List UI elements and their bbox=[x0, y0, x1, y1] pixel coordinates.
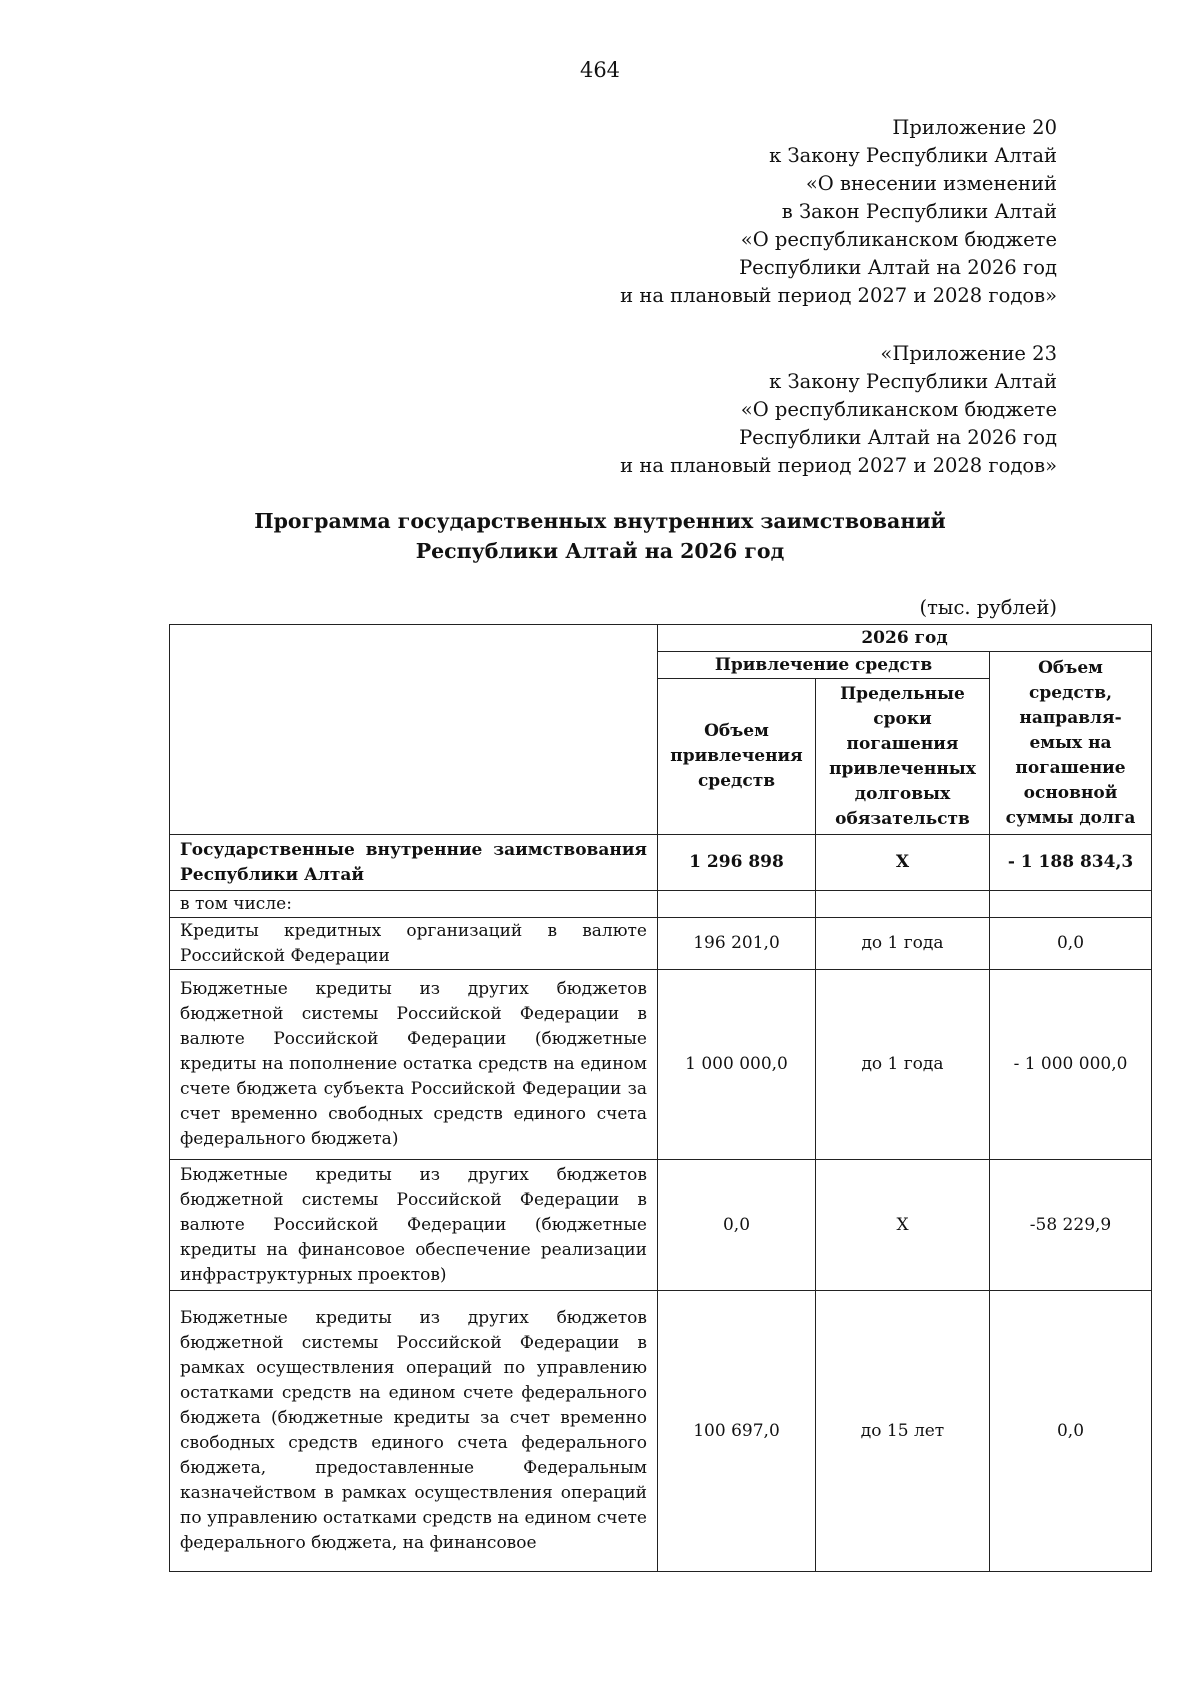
row-volume: 0,0 bbox=[658, 1160, 816, 1291]
row-volume: 1 000 000,0 bbox=[658, 970, 816, 1160]
row-repayment: - 1 000 000,0 bbox=[990, 970, 1152, 1160]
row-name: Бюджетные кредиты из других бюджетов бюджетной системы Российской Федерации в валюте Российской Федерации (бюджетные кредиты на пополнение остатка средств на едином счете бюджета субъекта Российской Федерации за счет временно свободных средств единого счета федерального бюджета) bbox=[170, 970, 658, 1160]
row-repayment: 0,0 bbox=[990, 1291, 1152, 1572]
row-name: Государственные внутренние заимствования Республики Алтай bbox=[170, 835, 658, 891]
appendix-20-line: «О внесении изменений bbox=[805, 172, 1057, 195]
row-repayment: - 1 188 834,3 bbox=[990, 835, 1152, 891]
borrowing-table bbox=[169, 624, 1152, 1572]
row-term: Х bbox=[816, 1160, 990, 1291]
table-row-including bbox=[170, 891, 1152, 918]
empty-cell bbox=[990, 891, 1152, 918]
appendix-20-header bbox=[620, 114, 1057, 310]
table-row bbox=[170, 918, 1152, 970]
row-name: Бюджетные кредиты из других бюджетов бюджетной системы Российской Федерации в рамках осуществления операций по управлению остатками средств на едином счете федерального бюджета (бюджетные кредиты за счет временно свободных средств единого счета федерального бюджета, предоставленные Федеральным казначейством в рамках осуществления операций по управлению остатками средств на едином счете федерального бюджета, на финансовое bbox=[170, 1291, 658, 1572]
table-row-total bbox=[170, 835, 1152, 891]
row-term: до 15 лет bbox=[816, 1291, 990, 1572]
row-repayment: -58 229,9 bbox=[990, 1160, 1152, 1291]
appendix-23-line: и на плановый период 2027 и 2028 годов» bbox=[620, 454, 1057, 477]
row-name: в том числе: bbox=[170, 891, 658, 918]
units-label: (тыс. рублей) bbox=[919, 596, 1057, 619]
appendix-20-line: к Закону Республики Алтай bbox=[769, 144, 1057, 167]
row-term: до 1 года bbox=[816, 918, 990, 970]
appendix-23-line: Республики Алтай на 2026 год bbox=[739, 426, 1057, 449]
appendix-20-line: «О республиканском бюджете bbox=[740, 228, 1057, 251]
appendix-23-line: к Закону Республики Алтай bbox=[769, 370, 1057, 393]
row-repayment: 0,0 bbox=[990, 918, 1152, 970]
empty-cell bbox=[658, 891, 816, 918]
appendix-20-line: и на плановый период 2027 и 2028 годов» bbox=[620, 284, 1057, 307]
header-attraction: Привлечение средств bbox=[658, 652, 990, 679]
header-empty-cell bbox=[170, 625, 658, 835]
table-row bbox=[170, 1291, 1152, 1572]
page-number: 464 bbox=[579, 58, 621, 82]
header-volume: Объем привлечения средств bbox=[658, 679, 816, 835]
appendix-23-line: «О республиканском бюджете bbox=[740, 398, 1057, 421]
row-term: Х bbox=[816, 835, 990, 891]
row-name: Кредиты кредитных организаций в валюте Российской Федерации bbox=[170, 918, 658, 970]
appendix-23-header bbox=[620, 340, 1057, 480]
row-volume: 1 296 898 bbox=[658, 835, 816, 891]
appendix-20-line: Приложение 20 bbox=[892, 116, 1057, 139]
appendix-20-line: Республики Алтай на 2026 год bbox=[739, 256, 1057, 279]
row-term: до 1 года bbox=[816, 970, 990, 1160]
table-row bbox=[170, 1160, 1152, 1291]
row-volume: 196 201,0 bbox=[658, 918, 816, 970]
document-title bbox=[0, 506, 1200, 566]
header-terms: Предельные сроки погашения привлеченных долговых обязательств bbox=[816, 679, 990, 835]
header-year: 2026 год bbox=[658, 625, 1152, 652]
header-repayment: Объем средств, направля-емых на погашение основной суммы долга bbox=[990, 652, 1152, 835]
row-volume: 100 697,0 bbox=[658, 1291, 816, 1572]
document-title-line-2: Республики Алтай на 2026 год bbox=[415, 539, 785, 563]
row-name: Бюджетные кредиты из других бюджетов бюджетной системы Российской Федерации в валюте Российской Федерации (бюджетные кредиты на финансовое обеспечение реализации инфраструктурных проектов) bbox=[170, 1160, 658, 1291]
appendix-23-line: «Приложение 23 bbox=[880, 342, 1057, 365]
table-row bbox=[170, 970, 1152, 1160]
document-title-line-1: Программа государственных внутренних заимствований bbox=[254, 509, 946, 533]
empty-cell bbox=[816, 891, 990, 918]
appendix-20-line: в Закон Республики Алтай bbox=[781, 200, 1057, 223]
